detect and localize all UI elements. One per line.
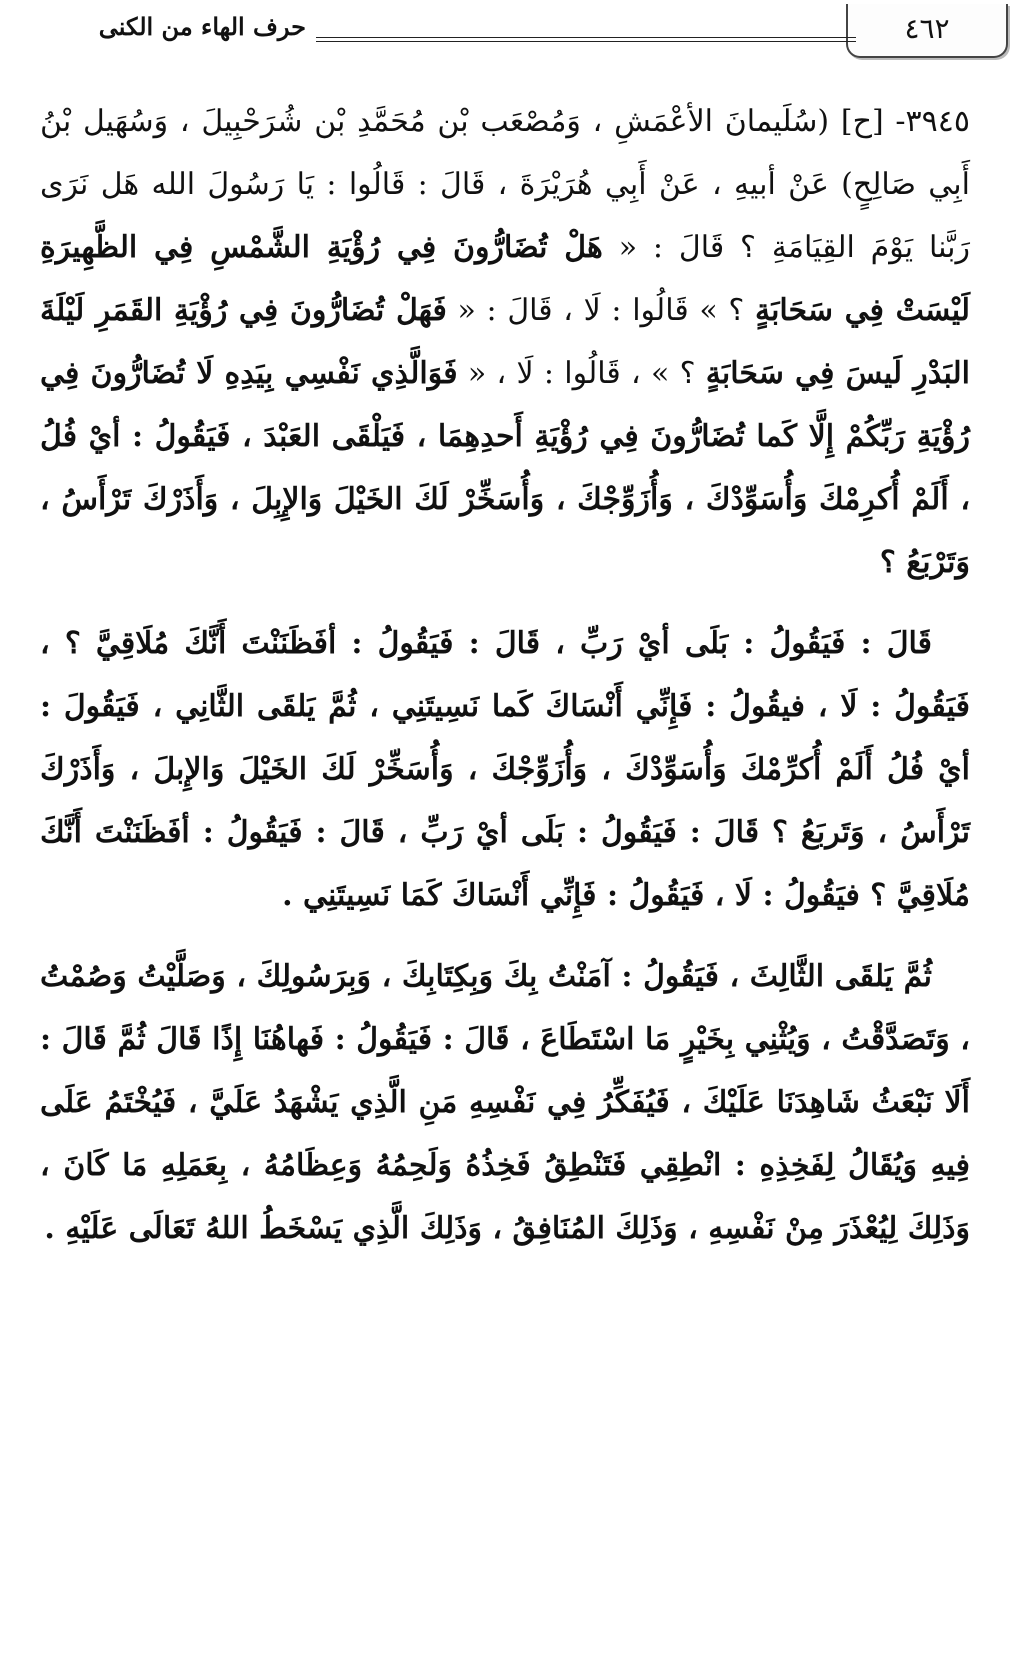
text-run: هَلْ تُضَارُّونَ فِي رُؤْيَةِ الشَّمْسِ فِي الظَّهِيرَةِ لَيْسَتْ فِي سَحَابَةٍ <box>40 230 970 328</box>
page-header <box>36 4 974 60</box>
text-run: ثُمَّ يَلقَى الثَّالِثَ ، فَيَقُولُ : آمَنْتُ بِكَ وَبِكِتَابِكَ ، وَبِرَسُولِكَ ، وَصَلَّيْتُ وَصُمْتُ ، وَتَصَدَّقْتُ ، وَيُثْنِي بِخَيْرٍ مَا اسْتَطَاعَ ، قَالَ : فَيَقُولُ : فَهاهُنَا إِذًا قَالَ ثُمَّ قَالَ : أَلَا نَبْعَثُ شَاهِدَنَا عَلَيْكَ ، فَيُفَكِّرُ فِي نَفْسِهِ مَنِ الَّذِي يَشْهَدُ عَلَيَّ ، فَيُخْتَمُ عَلَى فِيهِ وَيُقَالُ لِفَخِذِهِ : انْطِقِي فَتَنْطِقُ فَخِذُهُ وَلَحِمُهُ وَعِظَامُهُ ، بِعَمَلِهِ مَا كَانَ ، وَذَلِكَ لِيُعْذَرَ مِنْ نَفْسِهِ ، وَذَلِكَ المُنَافِقُ ، وَذَلِكَ الَّذِي يَسْخَطُ اللهُ تَعَالَى عَلَيْهِ . <box>40 959 970 1246</box>
text-run: ؟ » ، قَالُوا : لَا ، « <box>457 356 706 391</box>
text-run: قَالَ : فَيَقُولُ : بَلَى أيْ رَبِّ ، قَالَ : فَيَقُولُ : أفَظَنَنْتَ أَنَّكَ مُلَاقِيَّ ؟ ، فَيَقُولُ : لَا ، فيقُولُ : فَإِنِّي أَنْسَاكَ كَما نَسِيتَنِي ، ثُمَّ يَلقَى الثَّانِي ، فَيَقُولَ : أيْ فُلُ أَلَمْ أُكرِّمْكَ وَأُسَوِّدْكَ ، وَأُزَوِّجْكَ ، وَأُسَخِّرْ لَكَ الخَيْلَ وَالإِبلَ ، وَأَذَرْكَ تَرْأَسُ ، وَتَربَعُ ؟ قَالَ : فَيَقُولُ : بَلَى أيْ رَبِّ ، قَالَ : فَيَقُولُ : أفَظَنَنْتَ أَنَّكَ مُلَاقِيَّ ؟ فيَقُولُ : لَا ، فَيَقُولُ : فَإِنِّي أَنْسَاكَ كَمَا نَسِيتَنِي . <box>40 626 970 913</box>
page-number: ٤٦٢ <box>846 4 1008 58</box>
paragraph-2 <box>40 612 970 927</box>
hadith-text <box>40 90 970 1260</box>
header-rule <box>316 37 856 42</box>
text-run: فَوَالَّذِي نَفْسِي بِيَدِهِ لَا تُضَارُّونَ فِي رُؤْيَةِ رَبِّكُمْ إِلَّا كَما تُضَارُّونَ فِي رُؤْيَةِ أَحدِهِمَا ، فَيَلْقَى العَبْدَ ، فَيَقُولُ : أيْ فُلُ ، أَلَمْ أُكرِمْكَ وَأُسَوِّدْكَ ، وَأُزَوِّجْكَ ، وَأُسَخِّرْ لَكَ الخَيْلَ وَالإِبِلَ ، وَأَذَرْكَ تَرْأَسُ ، وَتَرْبَعُ ؟ <box>40 356 970 580</box>
text-run: فَهَلْ تُضَارُّونَ فِي رُؤْيَةِ القَمَرِ لَيْلَةَ البَدْرِ لَيسَ فِي سَحَابَةٍ <box>40 293 970 391</box>
paragraph-1 <box>40 90 970 594</box>
paragraph-3 <box>40 945 970 1260</box>
text-run: ٣٩٤٥- [ح] (سُلَيمانَ الأعْمَشِ ، وَمُصْعَب بْن مُحَمَّدِ بْن شُرَحْبِيلَ ، وَسُهَيل بْنُ أَبِي صَالِحٍ) عَنْ أبيهِ ، عَنْ أَبِي هُرَيْرَةَ ، قَالَ : قَالُوا : يَا رَسُولَ الله هَل نَرَى رَبَّنا يَوْمَ القِيَامَةِ ؟ قَالَ : « <box>40 104 970 265</box>
text-run: ؟ » قَالُوا : لَا ، قَالَ : « <box>446 293 755 328</box>
section-title: حرف الهاء من الكنى <box>98 12 306 41</box>
